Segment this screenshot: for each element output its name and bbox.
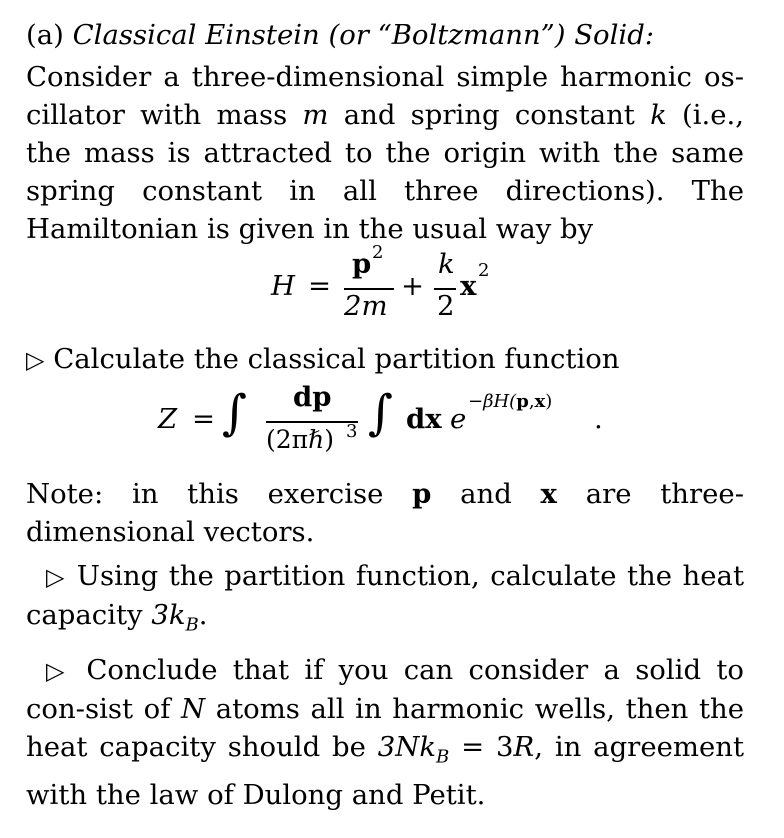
eq-z-exp-text: −βH( [468,391,517,412]
eq-z-den-exp: 3 [346,421,358,442]
bullet3-text-3: , in agreement with the law of Dulong and Petit. [26,730,744,811]
intro-text-3: (i.e., the mass is attracted to the origin with the same spring constant in all three directions). The Hamiltonian is given in the usual way by [26,99,745,245]
eq-z-equals: = [192,403,216,435]
eq-h-den1: 2m [344,290,388,322]
section-heading [26,16,744,54]
eq-h-num1-exp: 2 [372,242,384,263]
note-paragraph [26,475,744,551]
note-text-2: and [431,478,541,510]
eq-z-lhs: Z [158,403,178,435]
bullet1-text: Calculate the classical partition function [53,343,620,375]
hamiltonian-equation [26,242,744,340]
section-label: (a) [26,19,64,51]
spring-constant-symbol: k [650,99,667,131]
gas-constant-symbol: R [513,730,535,763]
integral-sign-2: ∫ [368,385,394,441]
note-text-1: Note: in this exercise [26,478,413,510]
eq-z-period: . [594,403,603,435]
bullet2-text-1: Using the partition function, calculate the heat capacity [26,560,744,631]
bullet2-text-2: . [198,599,208,631]
note-text-3: are three-dimensional vectors. [26,478,744,548]
bullet-heat-capacity [26,557,744,645]
intro-paragraph [26,58,744,248]
triangle-marker-icon: ▷ [26,346,45,374]
eq-h-plus: + [401,270,425,302]
eq-z-frac-line [266,421,358,423]
eq-z-num: dp [293,381,332,413]
eq-h-x: x [460,270,477,302]
bullet-dulong-petit [26,651,744,815]
eq-z-exp-p: p [516,391,529,412]
eq-z-dx: dx [406,403,442,435]
eq-h-num2: k [438,248,455,280]
note-p-vector: p [412,478,432,510]
bullet3-text-1: Conclude that if you can consider a solid to con-sist of [26,653,744,725]
eq-h-num1: p [352,248,372,280]
bullet-partition-function [26,340,744,379]
bullet3-text-2: atoms all in harmonic wells, then the heat capacity should be [26,692,745,763]
mass-symbol: m [302,99,329,131]
partition-function-equation [26,379,744,475]
eq-h-equals: = [308,270,332,302]
eq-z-exp-close: ) [545,391,553,412]
atom-count-symbol: N [181,692,206,725]
section-title: Classical Einstein (or “Boltzmann”) Solid: [72,19,655,51]
heat-capacity-value: 3k [151,599,186,631]
integral-sign-1: ∫ [222,385,248,441]
heat-capacity-expression: 3Nk [377,730,437,763]
intro-text-2: and spring constant [328,99,651,131]
triangle-marker-icon: ▷ [46,563,67,591]
eq-h-x-exp: 2 [478,260,490,281]
heat-capacity-sub: B [185,614,199,636]
eq-z-den: (2πℏ) [266,425,334,454]
triangle-marker-icon: ▷ [46,656,72,685]
eq-h-den2: 2 [437,290,455,322]
intro-text-1: Consider a three-dimensional simple harmonic os-cillator with mass [26,61,744,131]
heat-capacity-equals: = 3 [449,730,514,763]
eq-z-exp-comma: , [528,391,535,412]
eq-z-e: e [450,403,467,435]
eq-h-lhs: H [271,270,295,302]
eq-z-exponent [468,391,552,412]
note-x-vector: x [540,478,557,510]
heat-capacity-expression-sub: B [436,746,450,767]
eq-z-exp-x: x [534,391,546,412]
